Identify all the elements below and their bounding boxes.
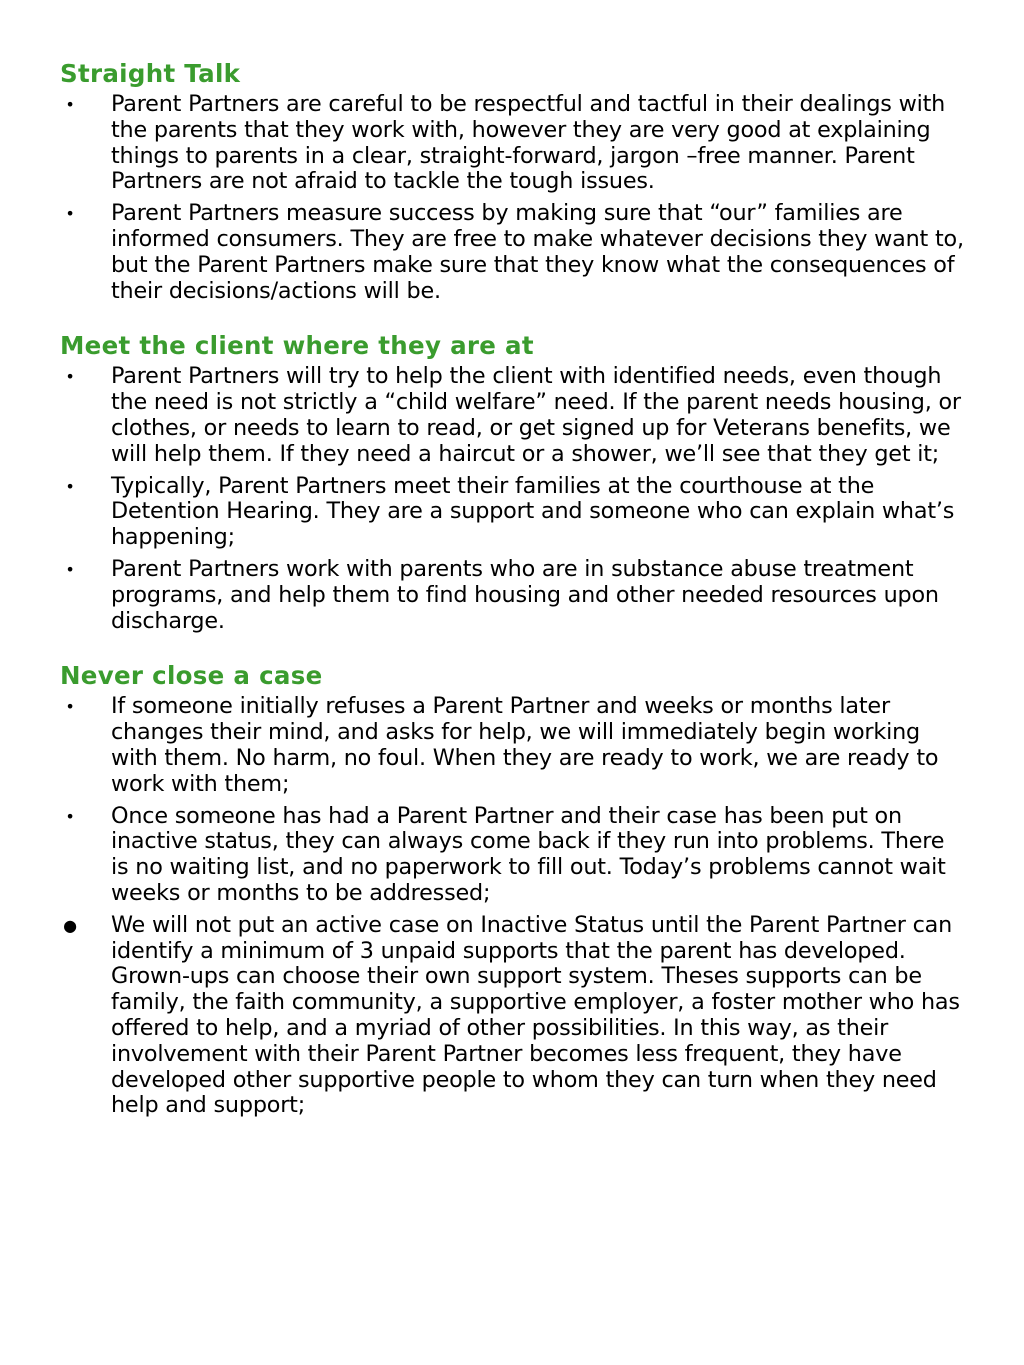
bullet-list [60, 364, 964, 634]
bullet-text: Typically, Parent Partners meet their families at the courthouse at the Detention Hearing. They are a support and someone who can explain what’s happening; [111, 472, 955, 551]
bullet-marker: • [65, 559, 75, 579]
section-title: Straight Talk [60, 59, 241, 88]
section-never-close-a-case [60, 660, 964, 1119]
bullet-list [60, 694, 964, 1119]
bullet-marker: • [65, 476, 75, 496]
bullet-item [60, 474, 964, 551]
section-title: Never close a case [60, 661, 323, 691]
bullet-text: Parent Partners work with parents who are in substance abuse treatment programs, and help them to find housing and other needed resources upon discharge. [111, 555, 939, 634]
bullet-list [60, 92, 964, 304]
bullet-item [60, 364, 964, 467]
bullet-item [60, 201, 964, 304]
bullet-marker: • [65, 95, 75, 114]
bullet-marker: • [65, 204, 75, 224]
bullet-item [60, 92, 964, 195]
bullet-text: If someone initially refuses a Parent Partner and weeks or months later changes their mind, and asks for help, we will immediately begin working with them. No harm, no foul. When they are ready to work, we are ready to work with them; [111, 693, 939, 797]
section-title: Meet the client where they are at [60, 331, 534, 361]
section-straight-talk [60, 58, 964, 304]
bullet-text: We will not put an active case on Inactive Status until the Parent Partner can identify a minimum of 3 unpaid supports that the parent has developed. Grown-ups can choose their own support system. Theses supports can be family, the faith community, a supportive employer, a foster mother who has offered to help, and a myriad of other possibilities. In this way, as their involvement with their Parent Partner becomes less frequent, they have developed other supportive people to whom they can turn when they need help and support; [111, 911, 960, 1119]
bullet-item [60, 557, 964, 634]
bullet-text: Parent Partners are careful to be respectful and tactful in their dealings with the parents that they work with, however they are very good at explaining things to parents in a clear, straight-forward, jargon –free manner. Parent Partners are not afraid to tackle the tough issues. [111, 91, 946, 195]
bullet-item [60, 694, 964, 797]
bullet-text: Once someone has had a Parent Partner and their case has been put on inactive status, they can always come back if they run into problems. There is no waiting list, and no paperwork to fill out. Today’s problems cannot wait weeks or months to be addressed; [111, 802, 946, 906]
section-meet-the-client [60, 330, 964, 634]
bullet-marker: • [65, 806, 75, 826]
bullet-marker: ● [63, 915, 77, 935]
bullet-text: Parent Partners will try to help the client with identified needs, even though the need is not strictly a “child welfare” need. If the parent needs housing, or clothes, or needs to learn to read, or get signed up for Veterans benefits, we will help them. If they need a haircut or a shower, we’ll see that they get it; [111, 363, 961, 467]
bullet-item [60, 913, 964, 1119]
bullet-text: Parent Partners measure success by making sure that “our” families are informed consumers. They are free to make whatever decisions they want to, but the Parent Partners make sure that they know what the consequences of their decisions/actions will be. [111, 200, 964, 304]
bullet-item [60, 804, 964, 907]
bullet-marker: • [65, 367, 75, 387]
bullet-marker: • [65, 697, 75, 717]
